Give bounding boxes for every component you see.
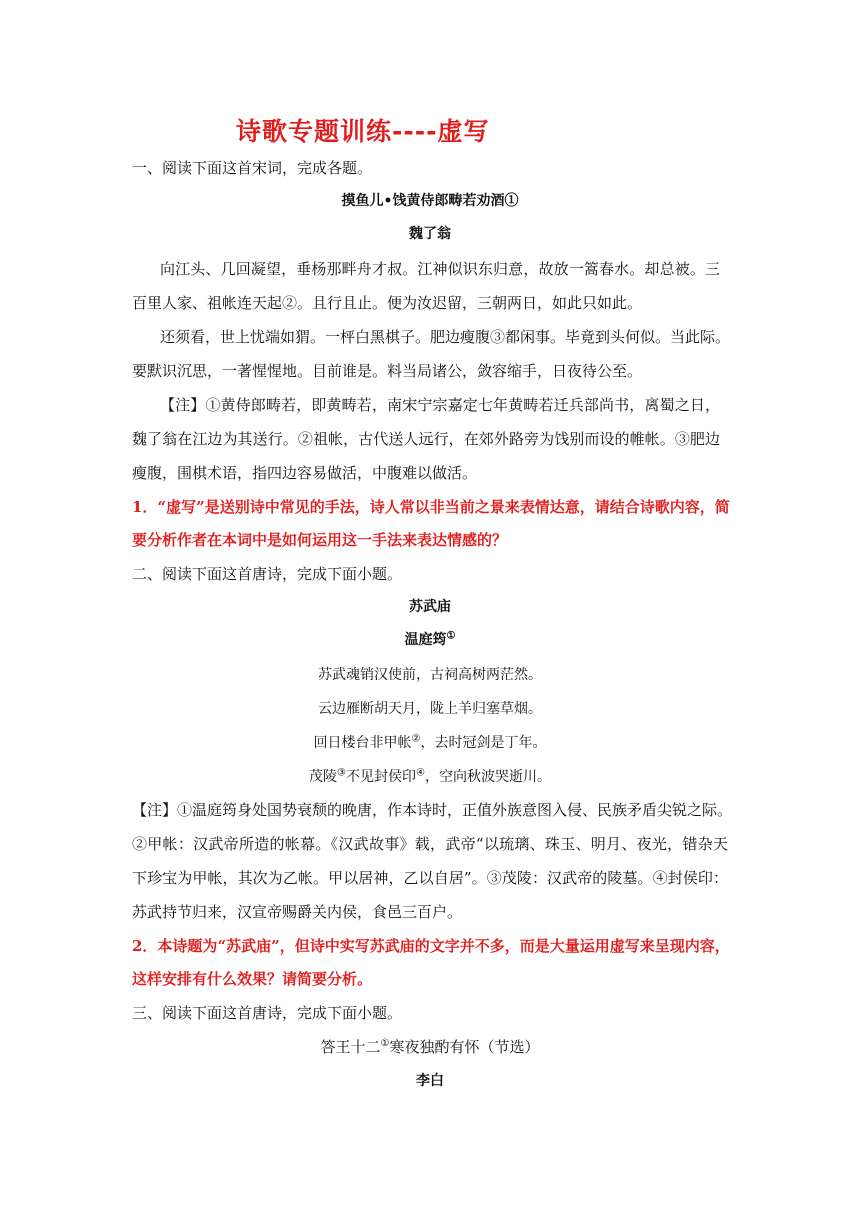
question-1-line: 1．“虚写”是送别诗中常见的手法，诗人常以非当前之景来表情达意，请结合诗歌内容，简 <box>132 498 730 516</box>
document-title: 诗歌专题训练----虚写 <box>236 117 490 146</box>
footnote-marker: ③ <box>337 767 346 779</box>
poem-1-body-line: 向江头、几回凝望，垂杨那畔舟才叔。江神似识东归意，故放一篙春水。却总被。三 <box>160 260 720 278</box>
poem-1-body-line: 百里人家、祖帐连天起②。且行且止。便为汝迟留，三朝两日，如此只如此。 <box>132 294 643 312</box>
poem-2-note-line: 苏武持节归来，汉宣帝赐爵关内侯，食邑三百户。 <box>132 903 463 921</box>
question-2-line: 2．本诗题为“苏武庙”，但诗中实写苏武庙的文字并不多，而是大量运用虚写来呈现内容， <box>132 937 730 955</box>
poem-1-title: 摸鱼儿•饯黄侍郎畴若劝酒① <box>341 193 519 209</box>
question-1-line: 要分析作者在本词中是如何运用这一手法来表达情感的？ <box>132 531 508 549</box>
poem-1-body-line: 还须看，世上忧端如猬。一枰白黑棋子。肥边瘦腹③都闲事。毕竟到头何似。当此际。 <box>160 328 731 346</box>
poem-1-author: 魏了翁 <box>409 226 451 242</box>
section-2-heading: 二、阅读下面这首唐诗，完成下面小题。 <box>132 565 403 583</box>
poem-2-line: 云边雁断胡天月，陇上羊归塞草烟。 <box>318 701 542 717</box>
poem-2-line: 茂陵③不见封侯印④，空向秋波哭逝川。 <box>309 767 551 785</box>
poem-2-line: 回日楼台非甲帐②，去时冠剑是丁年。 <box>313 733 547 751</box>
footnote-marker: ④ <box>416 767 425 779</box>
section-1-heading: 一、阅读下面这首宋词，完成各题。 <box>132 159 373 177</box>
poem-2-note-line: 【注】①温庭筠身处国势衰颓的晚唐，作本诗时，正值外族意图入侵、民族矛盾尖锐之际。 <box>132 801 733 819</box>
footnote-marker: ① <box>446 630 456 642</box>
poem-3-author: 李白 <box>416 1073 444 1089</box>
poem-1-note-line: 魏了翁在江边为其送行。②祖帐，古代送人远行，在郊外路旁为饯别而设的帷帐。③肥边 <box>132 430 720 448</box>
poem-3-title: 答王十二①寒夜独酌有怀（节选） <box>320 1038 540 1056</box>
poem-1-note-line: 【注】①黄侍郎畴若，即黄畴若，南宋宁宗嘉定七年黄畴若迁兵部尚书，离蜀之日， <box>160 396 720 414</box>
footnote-marker: ② <box>411 733 421 745</box>
section-3-heading: 三、阅读下面这首唐诗，完成下面小题。 <box>132 1004 403 1022</box>
poem-1-body-line: 要默识沉思，一著惺惺地。目前谁是。料当局诸公，敛容缩手，日夜待公至。 <box>132 362 643 380</box>
poem-2-note-line: 下珍宝为甲帐，其次为乙帐。甲以居神，乙以自居”。③茂陵：汉武帝的陵墓。④封侯印： <box>132 869 728 887</box>
poem-2-line: 苏武魂销汉使前，古祠高树两茫然。 <box>318 667 542 683</box>
poem-2-author: 温庭筠① <box>404 630 456 648</box>
poem-2-title: 苏武庙 <box>409 599 451 615</box>
poem-2-note-line: ②甲帐：汉武帝所造的帐幕。《汉武故事》载，武帝“以琉璃、珠玉、明月、夜光，错杂天 <box>132 835 728 853</box>
question-2-line: 这样安排有什么效果？请简要分析。 <box>132 970 373 988</box>
footnote-marker: ① <box>380 1038 390 1049</box>
poem-1-note-line: 瘦腹，围棋术语，指四边容易做活，中腹难以做活。 <box>132 464 478 482</box>
